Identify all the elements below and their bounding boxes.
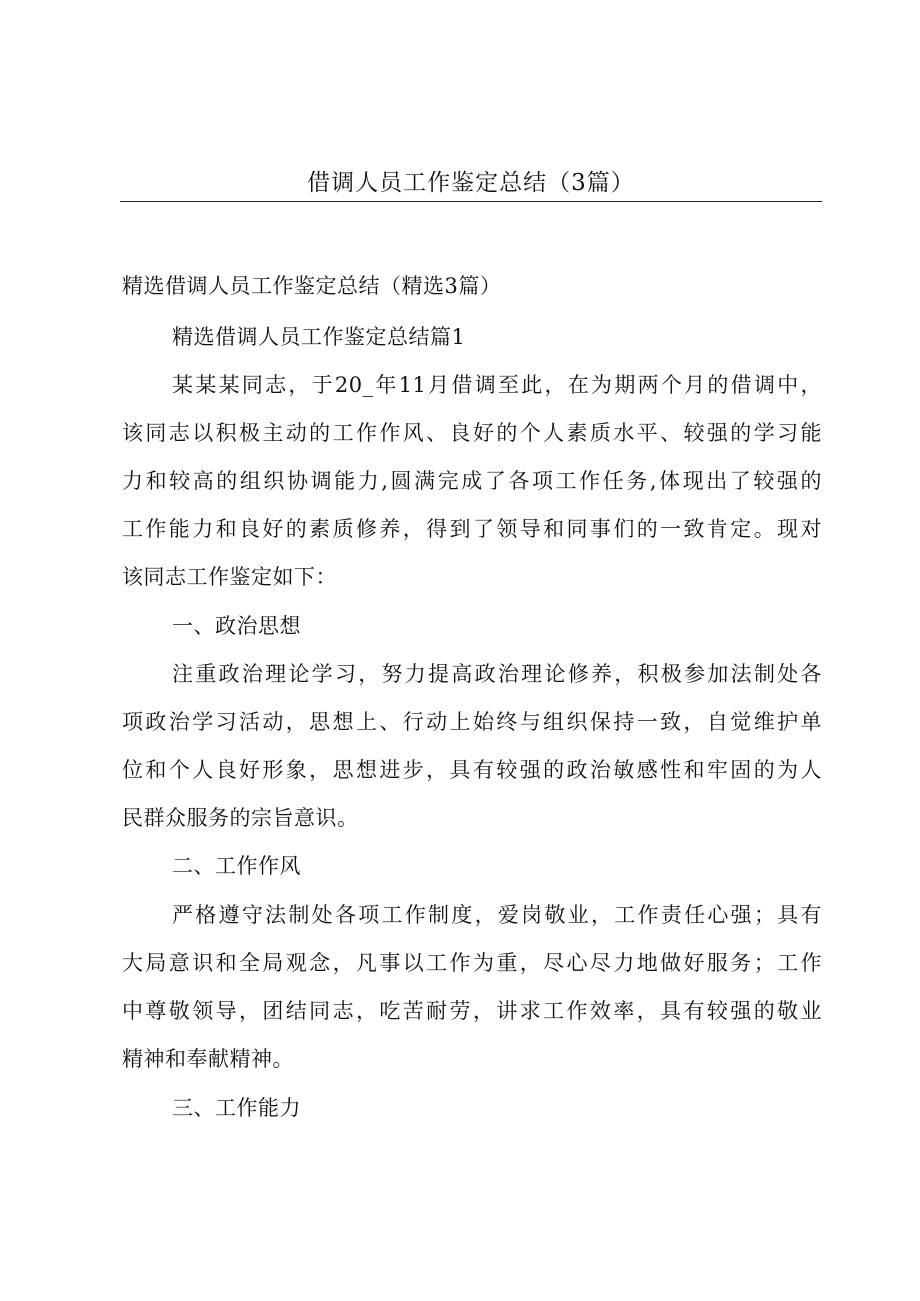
- document-subtitle: 精选借调人员工作鉴定总结（精选3篇）: [122, 274, 502, 298]
- paragraph-line: 严格遵守法制处各项工作制度，爱岗敬业，工作责任心强；具有: [172, 903, 822, 927]
- paragraph-line: 力和较高的组织协调能力,圆满完成了各项工作任务,体现出了较强的: [122, 469, 822, 493]
- paragraph-line: 精神和奉献精神。: [122, 1047, 294, 1071]
- heading-work-ability: 三、工作能力: [172, 1096, 301, 1120]
- document-title: 借调人员工作鉴定总结（3篇）: [307, 170, 635, 196]
- paragraph-line: 该同志工作鉴定如下：: [122, 565, 337, 589]
- title-underline: [120, 201, 822, 202]
- heading-work-style: 二、工作作风: [172, 854, 301, 878]
- paragraph-line: 大局意识和全局观念，凡事以工作为重，尽心尽力地做好服务；工作: [122, 951, 822, 975]
- paragraph-line: 工作能力和良好的素质修养，得到了领导和同事们的一致肯定。现对: [122, 517, 822, 541]
- paragraph-line: 该同志以积极主动的工作作风、良好的个人素质水平、较强的学习能: [122, 421, 822, 445]
- paragraph-line: 中尊敬领导，团结同志，吃苦耐劳，讲求工作效率，具有较强的敬业: [122, 999, 822, 1023]
- paragraph-line: 注重政治理论学习，努力提高政治理论修养，积极参加法制处各: [172, 662, 822, 686]
- heading-political: 一、政治思想: [172, 614, 301, 638]
- paragraph-line: 某某某同志，于20_年11月借调至此，在为期两个月的借调中，: [172, 373, 822, 397]
- paragraph-line: 项政治学习活动，思想上、行动上始终与组织保持一致，自觉维护单: [122, 710, 822, 734]
- section-heading: 精选借调人员工作鉴定总结篇1: [172, 325, 466, 349]
- paragraph-line: 民群众服务的宗旨意识。: [122, 806, 359, 830]
- paragraph-line: 位和个人良好形象，思想进步，具有较强的政治敏感性和牢固的为人: [122, 758, 822, 782]
